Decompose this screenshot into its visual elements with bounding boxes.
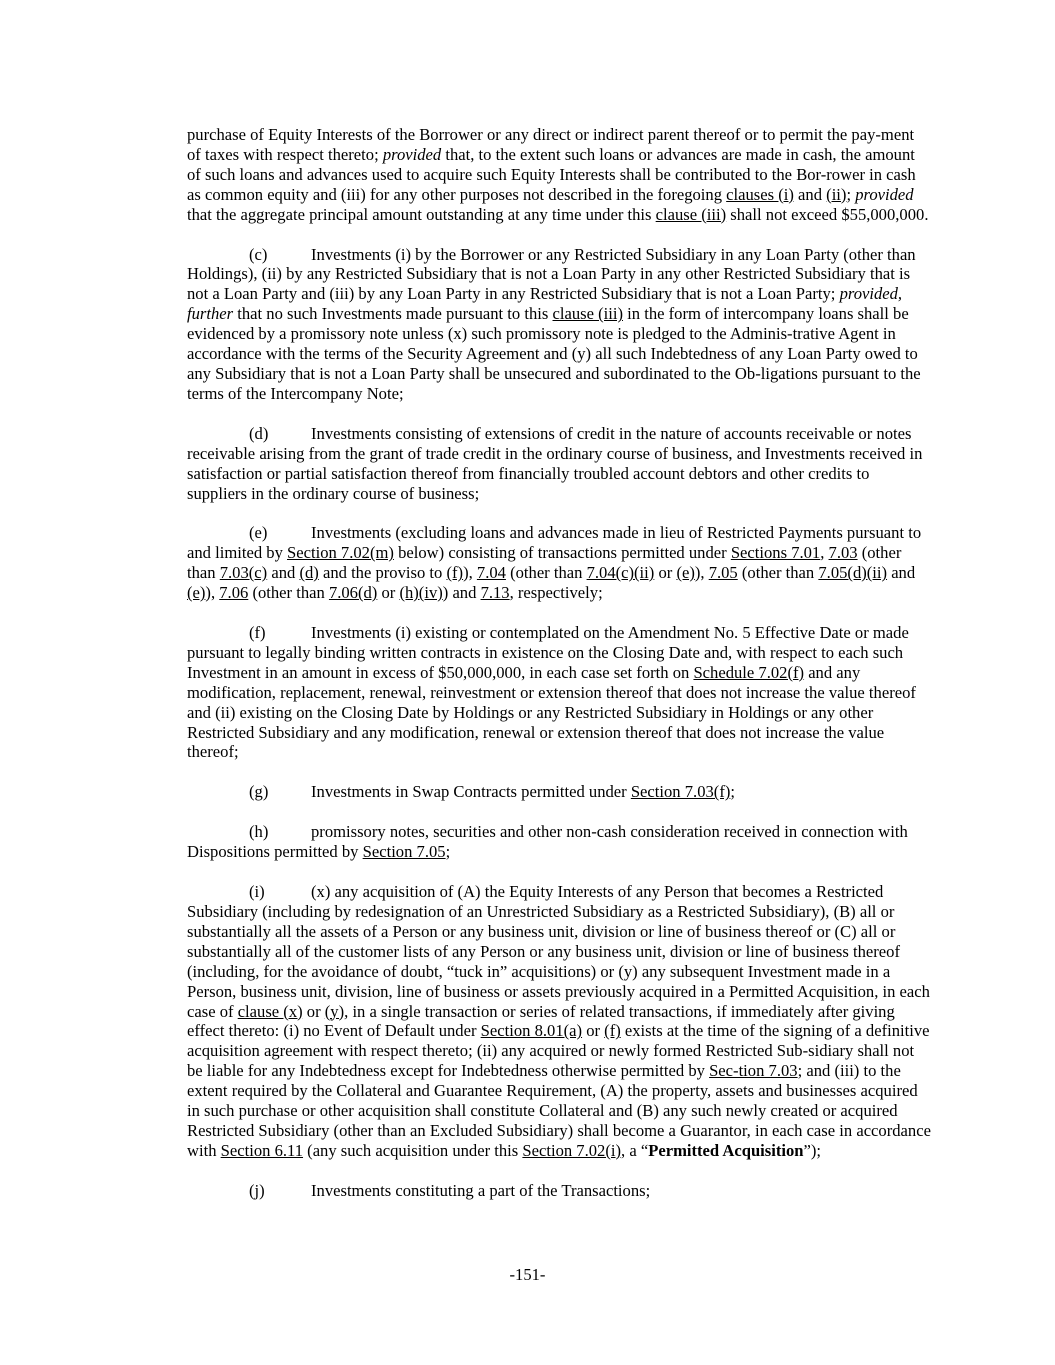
- paragraph-h: (h) promissory notes, securities and other non-cash consideration received in connection with Dispositions permitted by Section 7.05;: [187, 822, 908, 862]
- clause-label: (j): [249, 1180, 265, 1200]
- cross-reference: clauses (i): [726, 184, 794, 204]
- cross-reference: (y): [324, 1001, 345, 1021]
- paragraph-j: (j) Investments constituting a part of the Transactions;: [249, 1180, 651, 1200]
- cross-reference: Schedule 7.02(f): [693, 662, 805, 682]
- cross-reference: Sections 7.01: [730, 543, 821, 563]
- cross-reference: 7.03: [828, 543, 858, 563]
- cross-reference: clause (x): [237, 1001, 303, 1021]
- clause-label: (f): [249, 623, 266, 643]
- cross-reference: clause (iii): [655, 204, 727, 224]
- cross-reference: Section 8.01(a): [480, 1021, 583, 1041]
- cross-reference: 7.05: [708, 563, 738, 583]
- cross-reference: Section 7.02(m): [287, 543, 394, 563]
- paragraph-intro: purchase of Equity Interests of the Borrower or any direct or indirect parent thereof or to permit the pay-ment of taxes with respect thereto; provided that, to the extent such loans or advances are made in cash, the amount of such loans and advances used to acquire such Equity Interests shall be contributed to the Bor-rower in cash as common equity and (iii) for any other purposes not described in the foregoing clauses (i) and (ii); provided that the aggregate principal amount outstanding at any time under this clause (iii) shall not exceed $55,000,000.: [187, 125, 929, 224]
- cross-reference: 7.06: [219, 583, 249, 603]
- cross-reference: (f): [604, 1021, 621, 1041]
- clause-label: (i): [249, 882, 265, 902]
- cross-reference: 7.04(c)(ii): [586, 563, 655, 583]
- cross-reference: Section 7.05: [362, 842, 446, 862]
- paragraph-d: (d) Investments consisting of extensions of credit in the nature of accounts receivable or notes receivable arising from the grant of trade credit in the ordinary course of business, and Investments received in satisfaction or partial satisfaction thereof from financially troubled account debtors and other credits to suppliers in the ordinary course of business;: [187, 423, 923, 503]
- cross-reference: 7.03(c): [219, 563, 268, 583]
- cross-reference: (ii): [826, 184, 847, 204]
- clause-label: (d): [249, 423, 269, 443]
- cross-reference: Section 7.02(i): [522, 1140, 622, 1160]
- document-page: [187, 125, 932, 1201]
- paragraph-c: (c) Investments (i) by the Borrower or any Restricted Subsidiary in any Loan Party (other than Holdings), (ii) by any Restricted Subsidiary that is not a Loan Party in any other Restricted Subsidiary that is not a Loan Party and (iii) by any Loan Party in any Restricted Subsidiary that is not a Loan Party; provided, further that no such Investments made pursuant to this clause (iii) in the form of intercompany loans shall be evidenced by a promissory note unless (x) such promissory note is pledged to the Adminis-trative Agent in accordance with the terms of the Security Agreement and (y) all such Indebtedness of any Loan Party owed to any Subsidiary that is not a Loan Party shall be unsecured and subordinated to the Ob-ligations pursuant to the terms of the Intercompany Note;: [187, 244, 921, 403]
- paragraph-g: (g) Investments in Swap Contracts permitted under Section 7.03(f);: [249, 782, 735, 802]
- cross-reference: clause (iii): [552, 304, 623, 324]
- cross-reference: 7.04: [476, 563, 506, 583]
- cross-reference: Section 6.11: [220, 1140, 304, 1160]
- cross-reference: (e): [187, 583, 206, 603]
- paragraph-e: (e) Investments (excluding loans and advances made in lieu of Restricted Payments pursuant to and limited by Section 7.02(m) below) consisting of transactions permitted under Sections 7.01, 7.03 (other than 7.03(c) and (d) and the proviso to (f)), 7.04 (other than 7.04(c)(ii) or (e)), 7.05 (other than 7.05(d)(ii) and (e)), 7.06 (other than 7.06(d) or (h)(iv)) and 7.13, respectively;: [187, 523, 922, 603]
- cross-reference: 7.06(d): [328, 583, 378, 603]
- paragraph-f: (f) Investments (i) existing or contemplated on the Amendment No. 5 Effective Date or made pursuant to legally binding written contracts in existence on the Closing Date and, with respect to each such Investment in an amount in excess of $50,000,000, in each case set forth on Schedule 7.02(f) and any modification, replacement, renewal, reinvestment or extension thereof that does not increase the value thereof and (ii) existing on the Closing Date by Holdings or any Restricted Subsidiary in Holdings or any other Restricted Subsidiary and any modification, renewal or extension thereof that does not increase the value thereof;: [187, 623, 916, 762]
- clause-label: (c): [249, 244, 268, 264]
- cross-reference: 7.05(d)(ii): [818, 563, 888, 583]
- clause-label: (e): [249, 523, 268, 543]
- paragraph-i: (i) (x) any acquisition of (A) the Equity Interests of any Person that becomes a Restricted Subsidiary (including by redesignation of an Unrestricted Subsidiary as a Restricted Subsidiary), (B) all or substantially all the assets of a Person or any business unit, division or line of business thereof or (C) all or substantially all of the customer lists of any Person or any business unit, division or line of business thereof (including, for the avoidance of doubt, “tuck in” acquisitions) or (y) any subsequent Investment made in a Person, business unit, division, line of business or assets previously acquired in a Permitted Acquisition, in each case of clause (x) or (y), in a single transaction or series of related transactions, if immediately after giving effect thereto: (i) no Event of Default under Section 8.01(a) or (f) exists at the time of the signing of a definitive acquisition agreement with respect thereto; (ii) any acquired or newly formed Restricted Sub-sidiary shall not be liable for any Indebtedness except for Indebtedness otherwise permitted by Sec-tion 7.03; and (iii) to the extent required by the Collateral and Guarantee Requirement, (A) the property, assets and businesses acquired in such purchase or other acquisition shall constitute Collateral and (B) any such newly created or acquired Restricted Subsidiary (other than an Excluded Subsidiary) shall become a Guarantor, in each case in accordance with Section 6.11 (any such acquisition under this Section 7.02(i), a “Permitted Acquisition”);: [187, 882, 931, 1160]
- cross-reference: (h)(iv): [399, 583, 443, 603]
- cross-reference: Sec-tion 7.03: [709, 1061, 798, 1081]
- cross-reference: Section 7.03(f): [630, 782, 731, 802]
- defined-term: Permitted Acquisition: [648, 1140, 804, 1160]
- clause-label: (h): [249, 822, 269, 842]
- clause-label: (g): [249, 782, 269, 802]
- cross-reference: (e): [676, 563, 695, 583]
- cross-reference: (f): [446, 563, 464, 583]
- cross-reference: (d): [299, 563, 319, 583]
- page-number: -151-: [509, 1265, 546, 1284]
- cross-reference: 7.13: [480, 583, 510, 603]
